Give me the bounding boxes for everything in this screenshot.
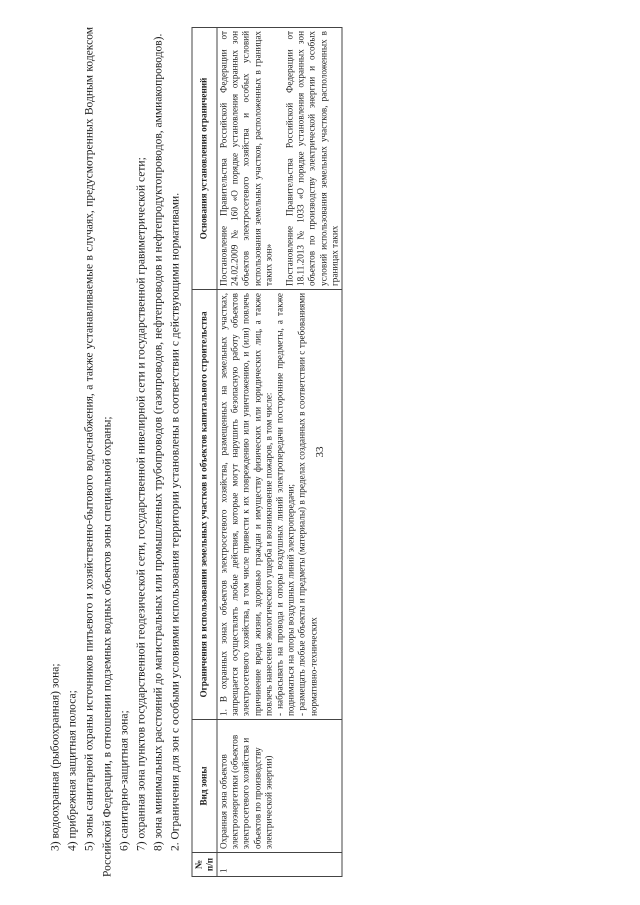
restriction-text: 1. В охранных зонах объектов электросетевого хозяйства, размещенных на земельных участках, запрещается осуществлять любые действия, которые могут нарушить безопасную работу объектов электросетевого хозяйства, в том числе привести к их повреждению или уничтожению, и (или) повлечь причинение вреда жизни, здоровью граждан и имуществу физических или юридических лиц, а также повлечь нанесение экологического ущерба и возникновение пожаров, в том числе:: [218, 293, 274, 716]
header-zone-type: Вид зоны: [192, 720, 217, 853]
grounds-text: Постановление Правительства Российской Федерации от 18.11.2013 № 1033 «О порядке установления охранных зон объектов по производству электрической энергии и особых условий использования земельных участков, расположенных в границах таких: [284, 31, 340, 286]
page-number: 33: [314, 446, 326, 458]
header-grounds: Основания установления ограничений: [192, 28, 217, 290]
header-restrictions: Ограничения в использовании земельных участков и объектов капитального строительства: [192, 290, 217, 720]
restriction-text: - набрасывать на провода и опоры воздушных линий электропередачи посторонние предметы, а также подниматься на опоры воздушных линий электропередачи;: [274, 293, 296, 716]
cell-number: 1: [217, 853, 342, 877]
list-item-geodetic-network-zone: 7) охранная зона пунктов государственной геодезической сети, государственной нивелирной сети и государственной гравиметрической сети;: [135, 157, 148, 851]
list-item-pipeline-distance-zone: 8) зона минимальных расстояний до магистральных или промышленных трубопроводов (газопроводов, нефтепроводов и нефтепродуктопроводов, аммиакопроводов).: [152, 33, 165, 851]
page-content: [48, 27, 343, 877]
header-number: № п/п: [192, 853, 217, 877]
cell-zone-type: [217, 720, 342, 853]
restriction-text: - размещать любые объекты и предметы (материалы) в пределах созданных в соответствии с требованиями нормативно-технических: [296, 293, 319, 716]
restrictions-table: [191, 27, 342, 877]
list-item-sanitary-zone: 6) санитарно-защитная зона;: [118, 710, 131, 851]
zone-type-text: Охранная зона объектов электроэнергетики (объектов электросетевого хозяйства и объектов по производству электрической энергии): [218, 734, 274, 849]
list-item-coastal-strip: 4) прибрежная защитная полоса;: [66, 690, 79, 851]
table-header-row: [192, 28, 217, 877]
list-item-water-protection-zone: 3) водоохранная (рыбоохранная) зона;: [49, 663, 62, 851]
table-row: [217, 28, 342, 877]
rotated-page: [48, 27, 593, 877]
paragraph-restrictions-intro: 2. Ограничения для зон с особыми условиями использования территории установлены в соответствии с действующими нормативами.: [169, 192, 182, 851]
cell-grounds: [217, 28, 342, 290]
list-item-sanitary-protection-zones: 5) зоны санитарной охраны источников питьевого и хозяйственно-бытового водоснабжения, а также устанавливаемые в случаях, предусмотренных Водным кодексом Российской Федерации, в отношении подземных водных объектов зоны специальной охраны;: [83, 27, 114, 877]
grounds-text: Постановление Правительства Российской Федерации от 24.02.2009 № 160 «О порядке установления охранных зон объектов электросетевого хозяйства и особых условий использования земельных участков, расположенных в границах таких зон»: [218, 31, 274, 286]
cell-restrictions: [217, 290, 342, 720]
